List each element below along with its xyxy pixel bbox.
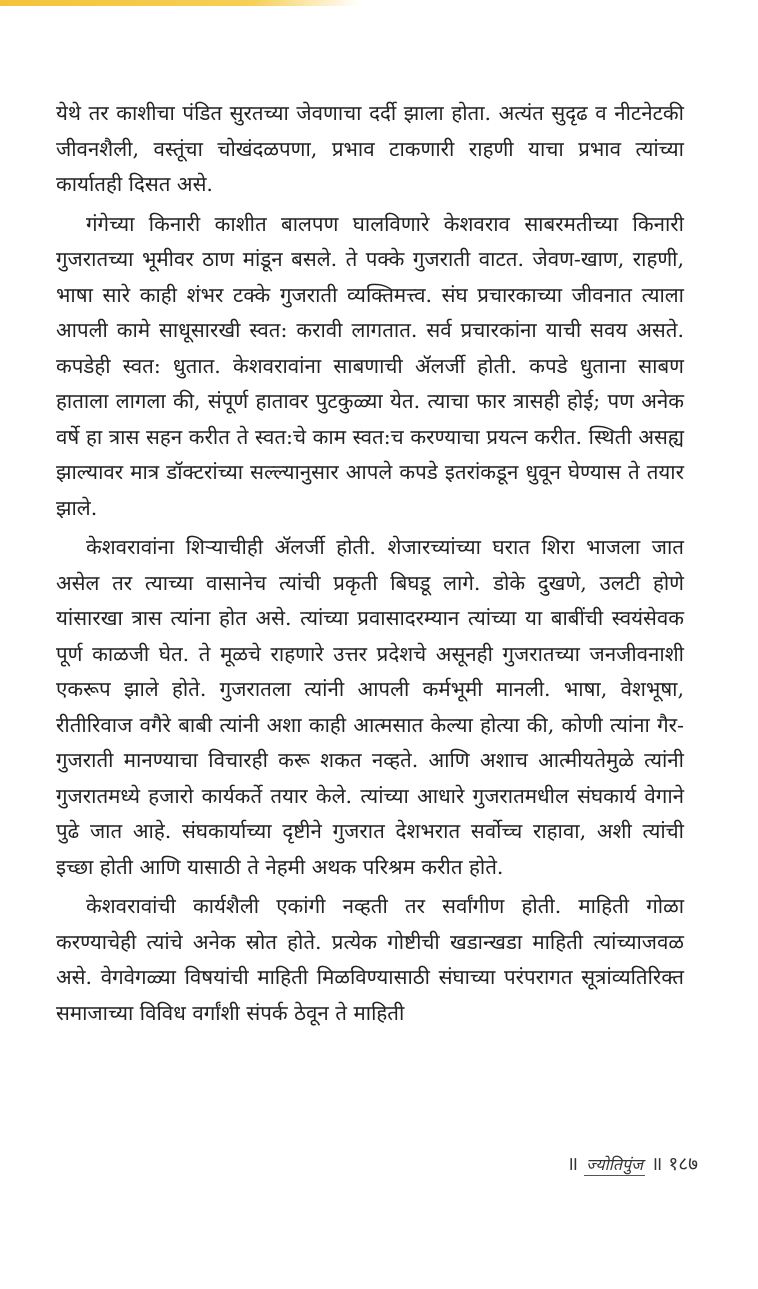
footer-suffix: ॥ xyxy=(650,1153,663,1175)
page-footer xyxy=(567,1150,698,1176)
page-body xyxy=(56,96,684,1031)
footer-prefix: ॥ xyxy=(566,1153,579,1175)
paragraph-4: केशवरावांची कार्यशैली एकांगी नव्हती तर सर्वांगीण होती. माहिती गोळा करण्याचेही त्यांचे अनेक स्रोत होते. प्रत्येक गोष्टीची खडान्खडा माहिती त्यांच्याजवळ असे. वेगवेगळ्या विषयांची माहिती मिळविण्यासाठी संघाच्या परंपरागत सूत्रांव्यतिरिक्त समाजाच्या विविध वर्गांशी संपर्क ठेवून ते माहिती xyxy=(56,894,684,1025)
paragraph-3: केशवरावांना शिऱ्याचीही ॲलर्जी होती. शेजारच्यांच्या घरात शिरा भाजला जात असेल तर त्याच्या वासानेच त्यांची प्रकृती बिघडू लागे. डोके दुखणे, उलटी होणे यांसारखा त्रास त्यांना होत असे. त्यांच्या प्रवासादरम्यान त्यांच्या या बाबींची स्वयंसेवक पूर्ण काळजी घेत. ते मूळचे राहणारे उत्तर प्रदेशचे असूनही गुजरातच्या जनजीवनाशी एकरूप झाले होते. गुजरातला त्यांनी आपली कर्मभूमी मानली. भाषा, वेशभूषा, रीतीरिवाज वगैरे बाबी त्यांनी अशा काही आत्मसात केल्या होत्या की, कोणी त्यांना गैर-गुजराती मानण्याचा विचारही करू शकत नव्हते. आणि अशाच आत्मीयतेमुळे त्यांनी गुजरातमध्ये हजारो कार्यकर्ते तयार केले. त्यांच्या आधारे गुजरातमधील संघकार्य वेगाने पुढे जात आहे. संघकार्याच्या दृष्टीने गुजरात देशभरात सर्वोच्च राहावा, अशी त्यांची इच्छा होती आणि यासाठी ते नेहमी अथक परिश्रम करीत होते. xyxy=(56,535,684,879)
paragraph-1: येथे तर काशीचा पंडित सुरतच्या जेवणाचा दर्दी झाला होता. अत्यंत सुदृढ व नीटनेटकी जीवनशैली, वस्तूंचा चोखंदळपणा, प्रभाव टाकणारी राहणी याचा प्रभाव त्यांच्या कार्यातही दिसत असे. xyxy=(56,101,684,196)
top-accent-bar xyxy=(0,0,360,6)
paragraph-2: गंगेच्या किनारी काशीत बालपण घालविणारे केशवराव साबरमतीच्या किनारी गुजरातच्या भूमीवर ठाण मांडून बसले. ते पक्के गुजराती वाटत. जेवण-खाण, राहणी, भाषा सारे काही शंभर टक्के गुजराती व्यक्तिमत्त्व. संघ प्रचारकाच्या जीवनात त्याला आपली कामे साधूसारखी स्वत: करावी लागतात. सर्व प्रचारकांना याची सवय असते. कपडेही स्वत: धुतात. केशवरावांना साबणाची ॲलर्जी होती. कपडे धुताना साबण हाताला लागला की, संपूर्ण हातावर पुटकुळ्या येत. त्याचा फार त्रासही होई; पण अनेक वर्षे हा त्रास सहन करीत ते स्वत:चे काम स्वत:च करण्याचा प्रयत्न करीत. स्थिती असह्य झाल्यावर मात्र डॉक्टरांच्या सल्ल्यानुसार आपले कपडे इतरांकडून धुवून घेण्यास ते तयार झाले. xyxy=(56,211,684,520)
page-number: १८७ xyxy=(668,1153,698,1175)
book-title-logo: ज्योतिपुंज xyxy=(586,1155,643,1174)
